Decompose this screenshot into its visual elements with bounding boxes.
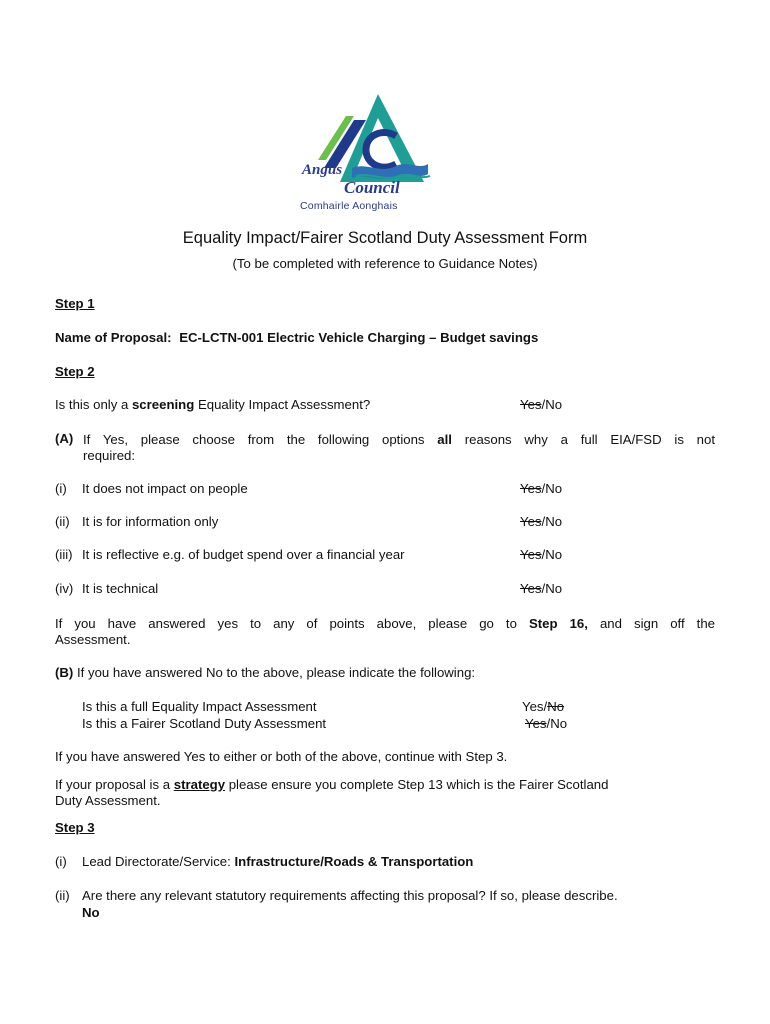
option-answer: Yes/No (520, 481, 563, 496)
strategy-instruction-line2: Duty Assessment. (55, 793, 161, 808)
step2-heading: Step 2 (55, 364, 95, 379)
page-subtitle: (To be completed with reference to Guidance Notes) (232, 256, 538, 271)
b-item-answer: Yes/No (525, 716, 568, 731)
goto-instruction-line2: Assessment. (55, 632, 131, 647)
logo-text-gaelic: Comhairle Aonghais (300, 200, 398, 212)
step1-heading: Step 1 (55, 296, 95, 311)
screening-question-row (55, 397, 715, 412)
statutory-question: Are there any relevant statutory requirements affecting this proposal? If so, please describe. (82, 888, 618, 903)
strategy-instruction: If your proposal is a strategy please ensure you complete Step 13 which is the Fairer Scotland (55, 777, 609, 792)
option-answer: Yes/No (520, 581, 563, 596)
option-a-label: (A) (55, 431, 74, 446)
logo-text-angus: Angus (302, 162, 343, 178)
screening-question: Is this only a screening Equality Impact Assessment? (55, 397, 371, 412)
option-a-text-line2: required: (83, 448, 136, 463)
page-title: Equality Impact/Fairer Scotland Duty Assessment Form (182, 229, 588, 247)
statutory-answer: No (82, 905, 100, 920)
proposal-name-value: EC-LCTN-001 Electric Vehicle Charging – Budget savings (179, 330, 539, 345)
angus-council-logo (296, 92, 436, 216)
b-item-answer: Yes/No (522, 699, 565, 714)
option-answer: Yes/No (520, 514, 563, 529)
proposal-name-row (55, 330, 715, 345)
lead-directorate-label: Lead Directorate/Service: (82, 854, 235, 869)
screening-answer: Yes/No (520, 397, 563, 412)
goto-instruction: If you have answered yes to any of points above, please go to Step 16, and sign off the (55, 616, 716, 631)
proposal-name-label: Name of Proposal: (55, 330, 172, 345)
step3-heading: Step 3 (55, 820, 95, 835)
option-b-label: (B) (55, 665, 74, 680)
logo-text-council: Council (344, 178, 400, 197)
lead-directorate-value: Infrastructure/Roads & Transportation (234, 854, 474, 869)
continue-instruction: If you have answered Yes to either or both of the above, continue with Step 3. (55, 749, 508, 764)
option-b-row (55, 665, 715, 680)
option-answer: Yes/No (520, 547, 563, 562)
option-a-text: If Yes, please choose from the following options all reasons why a full EIA/FSD is not (83, 432, 716, 447)
option-b-text: If you have answered No to the above, please indicate the following: (76, 665, 476, 680)
